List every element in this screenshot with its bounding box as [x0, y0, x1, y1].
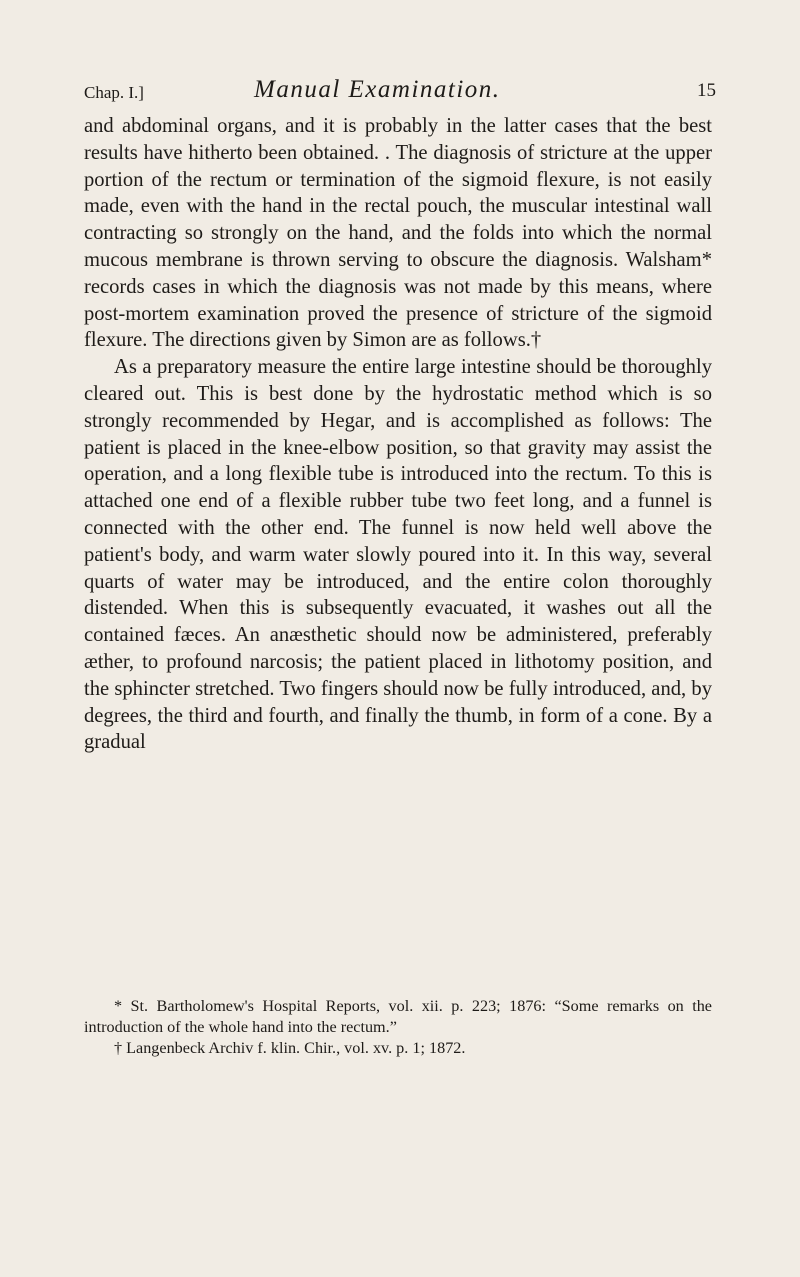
page-number: 15 [697, 80, 716, 101]
footnotes [84, 996, 712, 1059]
paragraph-continued: and abdominal organs, and it is probably in the latter cases that the best results have hitherto been obtained. . The diagnosis of stricture at the upper portion of the rectum or termination of the sigmoid flexure, is not easily made, even with the hand in the rectal pouch, the muscular intestinal wall contracting so strongly on the hand, and the folds into which the normal mucous membrane is thrown serving to obscure the diagnosis. Walsham* records cases in which the diagnosis was not made by this means, where post-mortem examination proved the presence of stricture of the sigmoid flexure. The directions given by Simon are as follows.† [84, 115, 712, 352]
footnote-simon: † Langenbeck Archiv f. klin. Chir., vol. xv. p. 1; 1872. [114, 1039, 466, 1057]
running-title: Manual Examination. [254, 76, 501, 103]
running-head [84, 76, 716, 110]
footnote-walsham: * St. Bartholomew's Hospital Reports, vol. xii. p. 223; 1876: “Some remarks on the introduction of the whole hand into the rectum.” [84, 997, 712, 1036]
main-text [84, 113, 712, 756]
paragraph-preparatory-measure: As a preparatory measure the entire large intestine should be thoroughly cleared out. This is best done by the hydrostatic method which is so strongly recommended by Hegar, and is accomplished as follows: The patient is placed in the knee-elbow position, so that gravity may assist the operation, and a long flexible tube is introduced into the rectum. To this is attached one end of a flexible rubber tube two feet long, and a funnel is connected with the other end. The funnel is now held well above the patient's body, and warm water slowly poured into it. In this way, several quarts of water may be introduced, and the entire colon thoroughly distended. When this is subsequently evacuated, it washes out all the contained fæces. An anæsthetic should now be administered, preferably æther, to profound narcosis; the patient placed in lithotomy position, and the sphincter stretched. Two fingers should now be fully introduced, and, by degrees, the third and fourth, and finally the thumb, in form of a cone. By a gradual [84, 356, 712, 754]
chapter-reference: Chap. I.] [84, 83, 144, 102]
